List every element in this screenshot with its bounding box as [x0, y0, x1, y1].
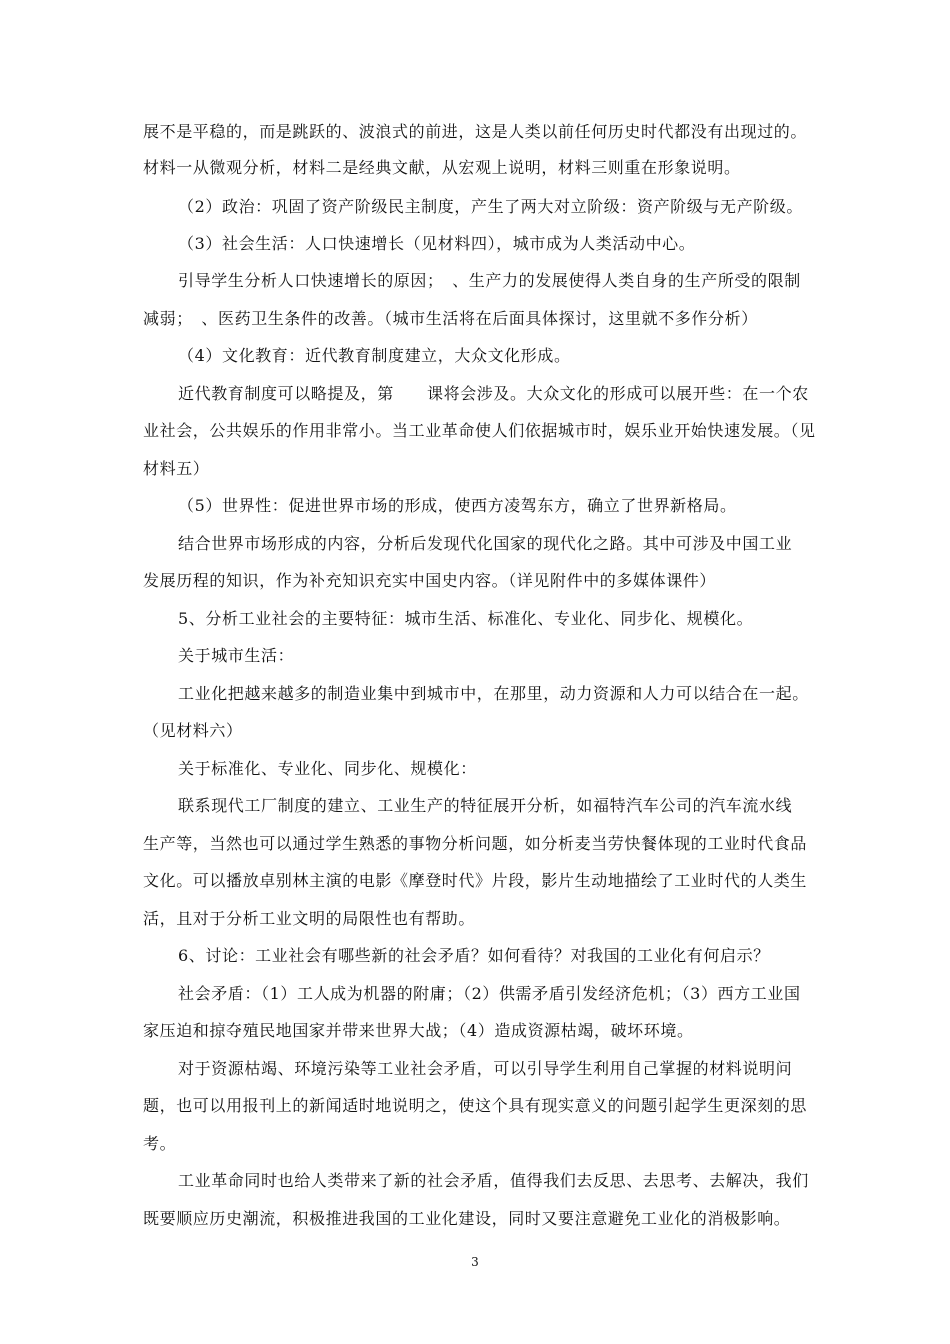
text-line: 发展历程的知识，作为补充知识充实中国史内容。（详见附件中的多媒体课件） [143, 571, 717, 590]
text-line: 考。 [143, 1134, 177, 1153]
text-line: 工业革命同时也给人类带来了新的社会矛盾，值得我们去反思、去思考、去解决，我们 [178, 1171, 809, 1190]
text-line: （见材料六） [143, 721, 243, 740]
text-line: 展不是平稳的，而是跳跃的、波浪式的前进，这是人类以前任何历史时代都没有出现过的。 [143, 122, 808, 141]
text-line: 既要顺应历史潮流，积极推进我国的工业化建设，同时又要注意避免工业化的消极影响。 [143, 1209, 791, 1228]
text-line: 社会矛盾：（1）工人成为机器的附庸；（2）供需矛盾引发经济危机；（3）西方工业国 [178, 984, 801, 1003]
text-line: 结合世界市场形成的内容，分析后发现代化国家的现代化之路。其中可涉及中国工业 [178, 534, 793, 553]
text-line: 业社会，公共娱乐的作用非常小。当工业革命使人们依据城市时，娱乐业开始快速发展。（见 [143, 421, 816, 440]
text-line: 6、讨论：工业社会有哪些新的社会矛盾？如何看待？对我国的工业化有何启示？ [178, 946, 770, 965]
text-line: 家压迫和掠夺殖民地国家并带来世界大战；（4）造成资源枯竭，破坏环境。 [143, 1021, 694, 1040]
text-line: 活，且对于分析工业文明的局限性也有帮助。 [143, 909, 476, 928]
page-number: 3 [471, 1255, 479, 1269]
text-line: 减弱； 、医药卫生条件的改善。（城市生活将在后面具体探讨，这里就不多作分析） [143, 309, 758, 328]
text-line: 5、分析工业社会的主要特征：城市生活、标准化、专业化、同步化、规模化。 [178, 609, 754, 628]
text-line: （3）社会生活：人口快速增长（见材料四），城市成为人类活动中心。 [178, 234, 696, 253]
text-line: 文化。可以播放卓别林主演的电影《摩登时代》片段，影片生动地描绘了工业时代的人类生 [143, 871, 808, 890]
text-line: 近代教育制度可以略提及，第 课将会涉及。大众文化的形成可以展开些：在一个农 [178, 384, 809, 403]
text-line: （5）世界性：促进世界市场的形成，使西方凌驾东方，确立了世界新格局。 [178, 496, 737, 515]
text-line: 联系现代工厂制度的建立、工业生产的特征展开分析，如福特汽车公司的汽车流水线 [178, 796, 793, 815]
text-line: 工业化把越来越多的制造业集中到城市中，在那里，动力资源和人力可以结合在一起。 [178, 684, 809, 703]
text-line: 引导学生分析人口快速增长的原因； 、生产力的发展使得人类自身的生产所受的限制 [178, 271, 801, 290]
text-line: 材料一从微观分析，材料二是经典文献，从宏观上说明，材料三则重在形象说明。 [143, 158, 741, 177]
text-line: （4）文化教育：近代教育制度建立，大众文化形成。 [178, 346, 571, 365]
text-line: （2）政治：巩固了资产阶级民主制度，产生了两大对立阶级：资产阶级与无产阶级。 [178, 197, 803, 216]
text-line: 材料五） [143, 459, 210, 478]
text-line: 题，也可以用报刊上的新闻适时地说明之，使这个具有现实意义的问题引起学生更深刻的思 [143, 1096, 808, 1115]
text-line: 对于资源枯竭、环境污染等工业社会矛盾，可以引导学生利用自己掌握的材料说明问 [178, 1059, 793, 1078]
text-line: 生产等，当然也可以通过学生熟悉的事物分析问题，如分析麦当劳快餐体现的工业时代食品 [143, 834, 808, 853]
text-line: 关于标准化、专业化、同步化、规模化： [178, 759, 477, 778]
text-line: 关于城市生活： [178, 646, 295, 665]
